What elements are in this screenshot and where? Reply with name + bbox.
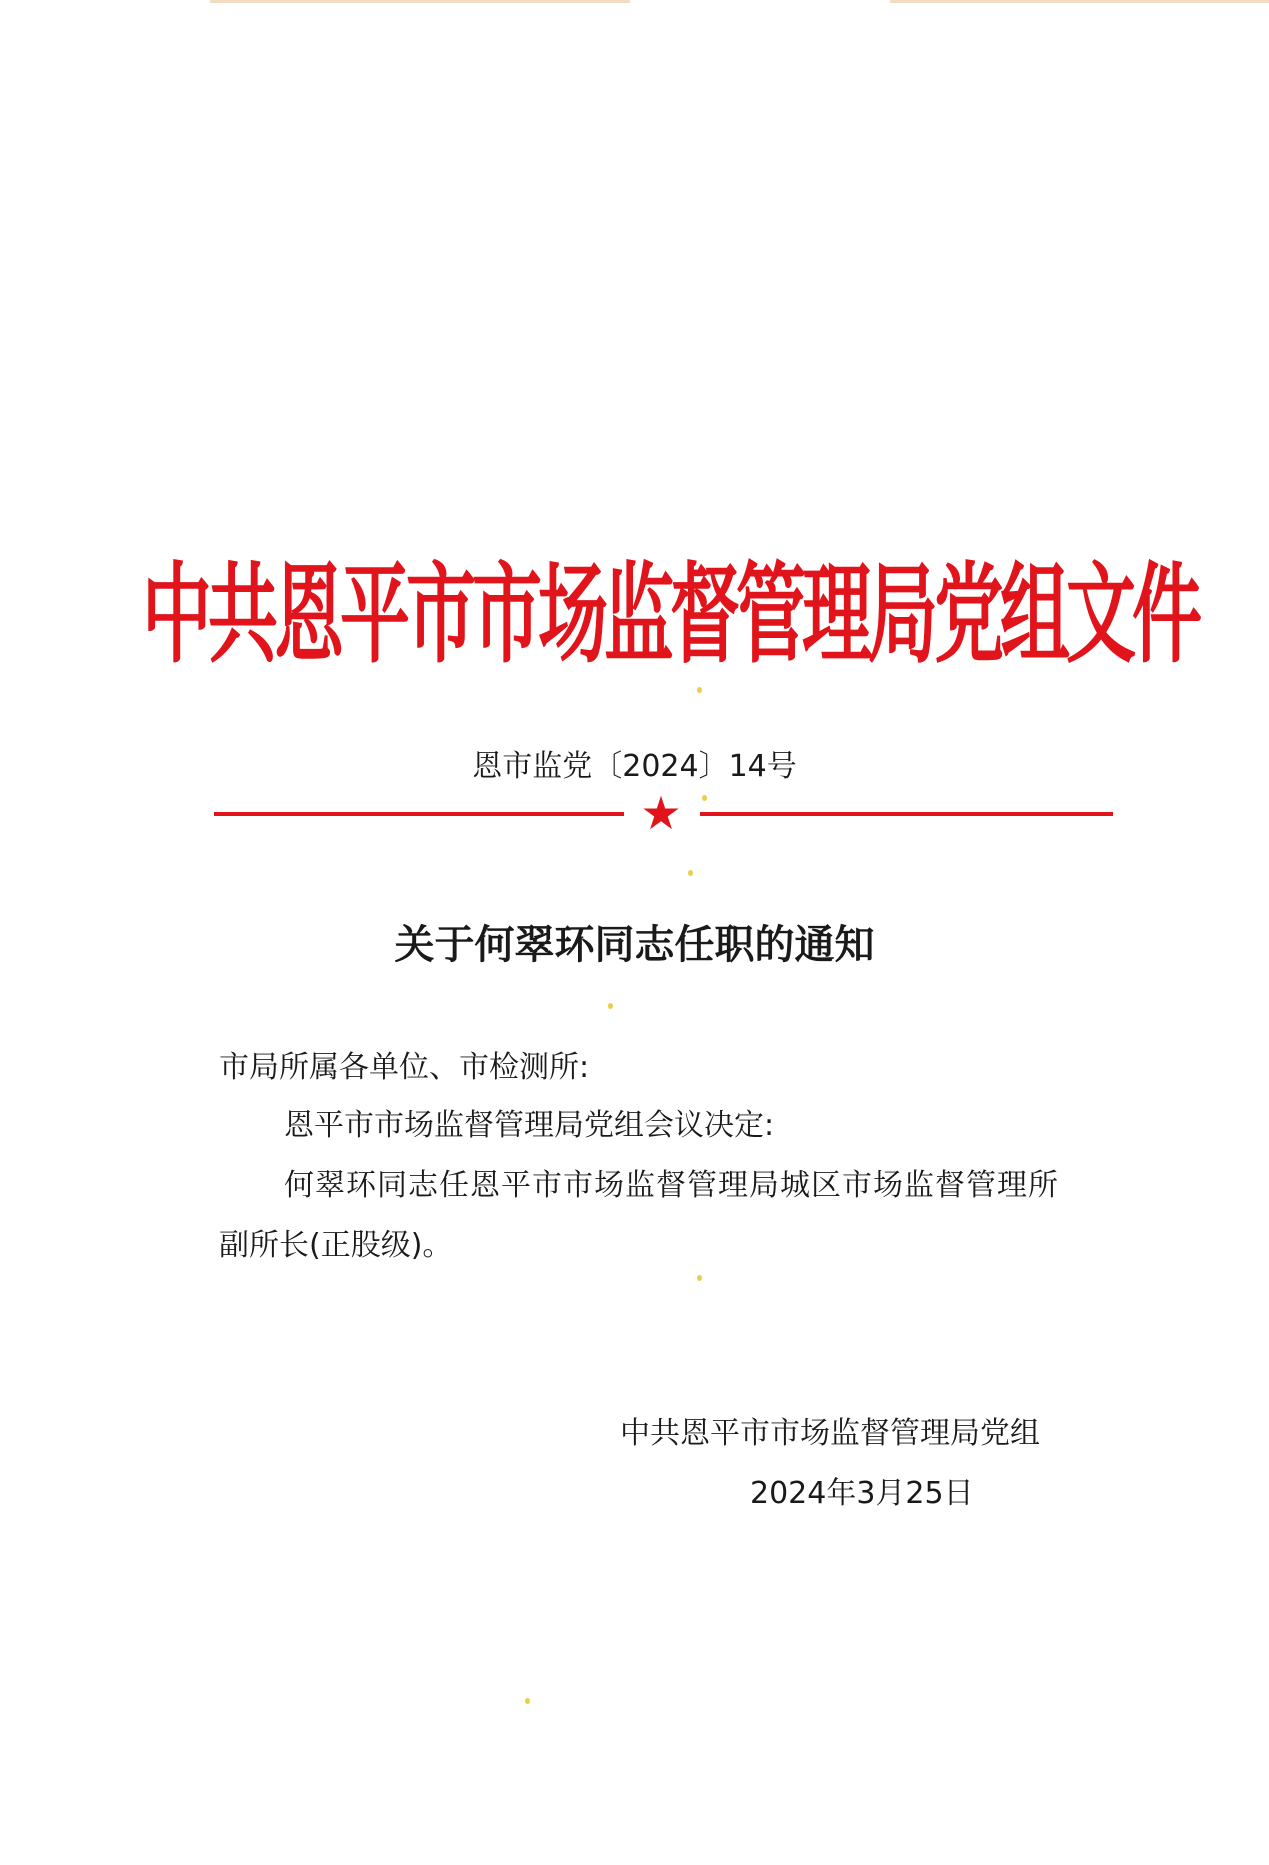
scan-speck bbox=[697, 687, 702, 693]
body-paragraph-1: 恩平市市场监督管理局党组会议决定: bbox=[284, 1108, 775, 1143]
letterhead-title: 中共恩平市市场监督管理局党组文件 bbox=[142, 549, 1198, 679]
body-paragraph-2-line-2: 副所长(正股级)。 bbox=[219, 1228, 453, 1263]
red-star-icon: ★ bbox=[640, 786, 682, 840]
body-paragraph-2-line-1: 何翠环同志任恩平市市场监督管理局城区市场监督管理所 bbox=[284, 1168, 1059, 1203]
scan-edge-tint bbox=[890, 0, 1269, 3]
addressee-line: 市局所属各单位、市检测所: bbox=[219, 1050, 590, 1085]
document-title: 关于何翠环同志任职的通知 bbox=[394, 921, 875, 968]
signature-date: 2024年3月25日 bbox=[750, 1476, 974, 1511]
scan-speck bbox=[525, 1698, 530, 1704]
scan-speck bbox=[702, 795, 707, 801]
scan-speck bbox=[608, 1003, 613, 1009]
document-number: 恩市监党〔2024〕14号 bbox=[472, 749, 797, 784]
scan-speck bbox=[697, 1275, 702, 1281]
scan-edge-tint bbox=[210, 0, 630, 3]
scan-speck bbox=[688, 870, 693, 876]
signature-organization: 中共恩平市市场监督管理局党组 bbox=[620, 1416, 1040, 1451]
red-rule-left bbox=[214, 812, 624, 816]
red-rule-right bbox=[700, 812, 1113, 816]
